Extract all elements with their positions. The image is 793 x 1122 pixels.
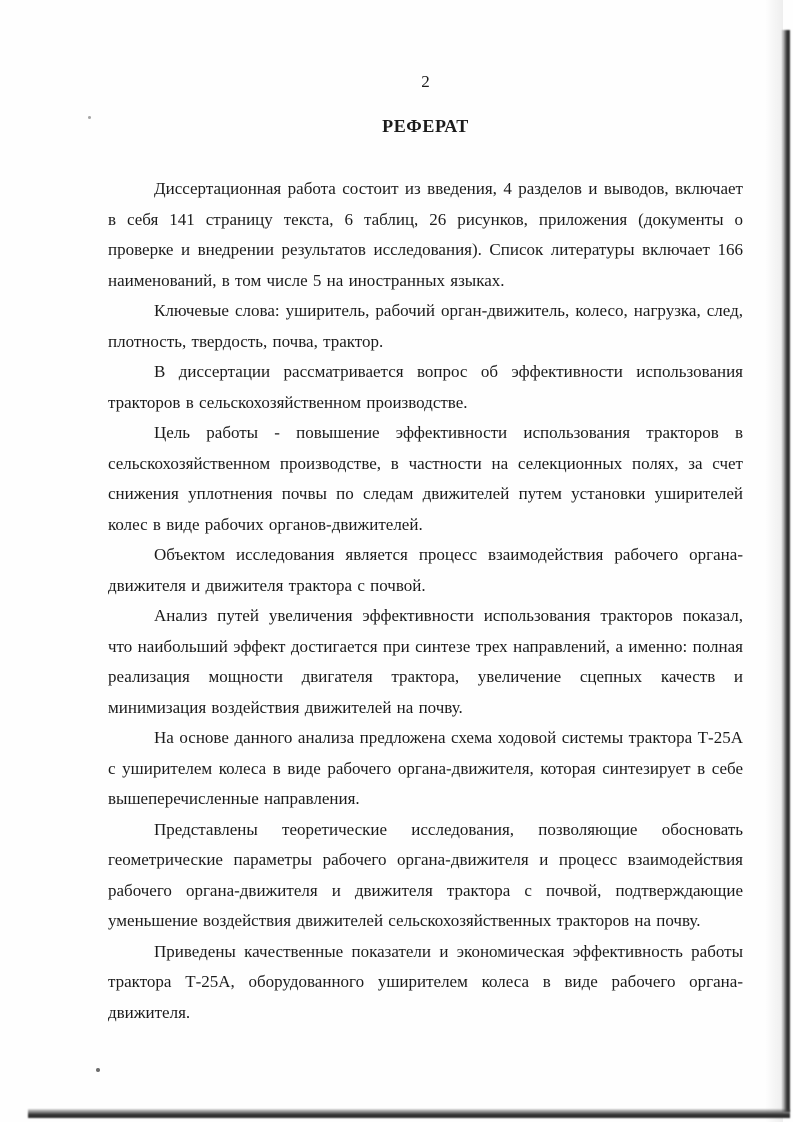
paragraph: Объектом исследования является процесс взаимодействия рабочего органа-движителя и движителя трактора с почвой. (108, 545, 743, 595)
paragraph: Диссертационная работа состоит из введения, 4 разделов и выводов, включает в себя 141 страницу текста, 6 таблиц, 26 рисунков, приложения (документы о проверке и внедрении результатов исследования). Список литературы включает 166 наименований, в том числе 5 на иностранных языках. (108, 179, 743, 290)
paragraph: Анализ путей увеличения эффективности использования тракторов показал, что наибольший эффект достигается при синтезе трех направлений, а именно: полная реализация мощности двигателя трактора, увеличение сцепных качеств и минимизация воздействия движителей на почву. (108, 606, 743, 717)
paragraph: Представлены теоретические исследования, позволяющие обосновать геометрические параметры рабочего органа-движителя и процесс взаимодействия рабочего органа-движителя и движителя трактора с почвой, подтверждающие уменьшение воздействия движителей сельскохозяйственных тракторов на почву. (108, 819, 743, 930)
abstract-body (108, 174, 743, 1028)
paragraph: Приведены качественные показатели и экономическая эффективность работы трактора Т-25А, оборудованного уширителем колеса в виде рабочего органа-движителя. (108, 941, 743, 1022)
paragraph: В диссертации рассматривается вопрос об эффективности использования тракторов в сельскохозяйственном производстве. (108, 362, 743, 412)
scan-shadow-right (765, 0, 783, 1122)
page-number: 2 (421, 72, 430, 91)
paragraph: Ключевые слова: уширитель, рабочий орган-движитель, колесо, нагрузка, след, плотность, твердость, почва, трактор. (108, 301, 743, 351)
scan-edge-bottom (28, 1109, 790, 1118)
paragraph: На основе данного анализа предложена схема ходовой системы трактора Т-25А с уширителем колеса в виде рабочего органа-движителя, которая синтезирует в себе вышеперечисленные направления. (108, 728, 743, 808)
scan-speck (96, 1068, 100, 1072)
scan-speck (88, 116, 91, 119)
scan-edge-right (782, 30, 790, 1112)
document-title: РЕФЕРАТ (382, 116, 469, 136)
paragraph: Цель работы - повышение эффективности использования тракторов в сельскохозяйственном производстве, в частности на селекционных полях, за счет снижения уплотнения почвы по следам движителей путем установки уширителей колес в виде рабочих органов-движителей. (108, 423, 743, 534)
